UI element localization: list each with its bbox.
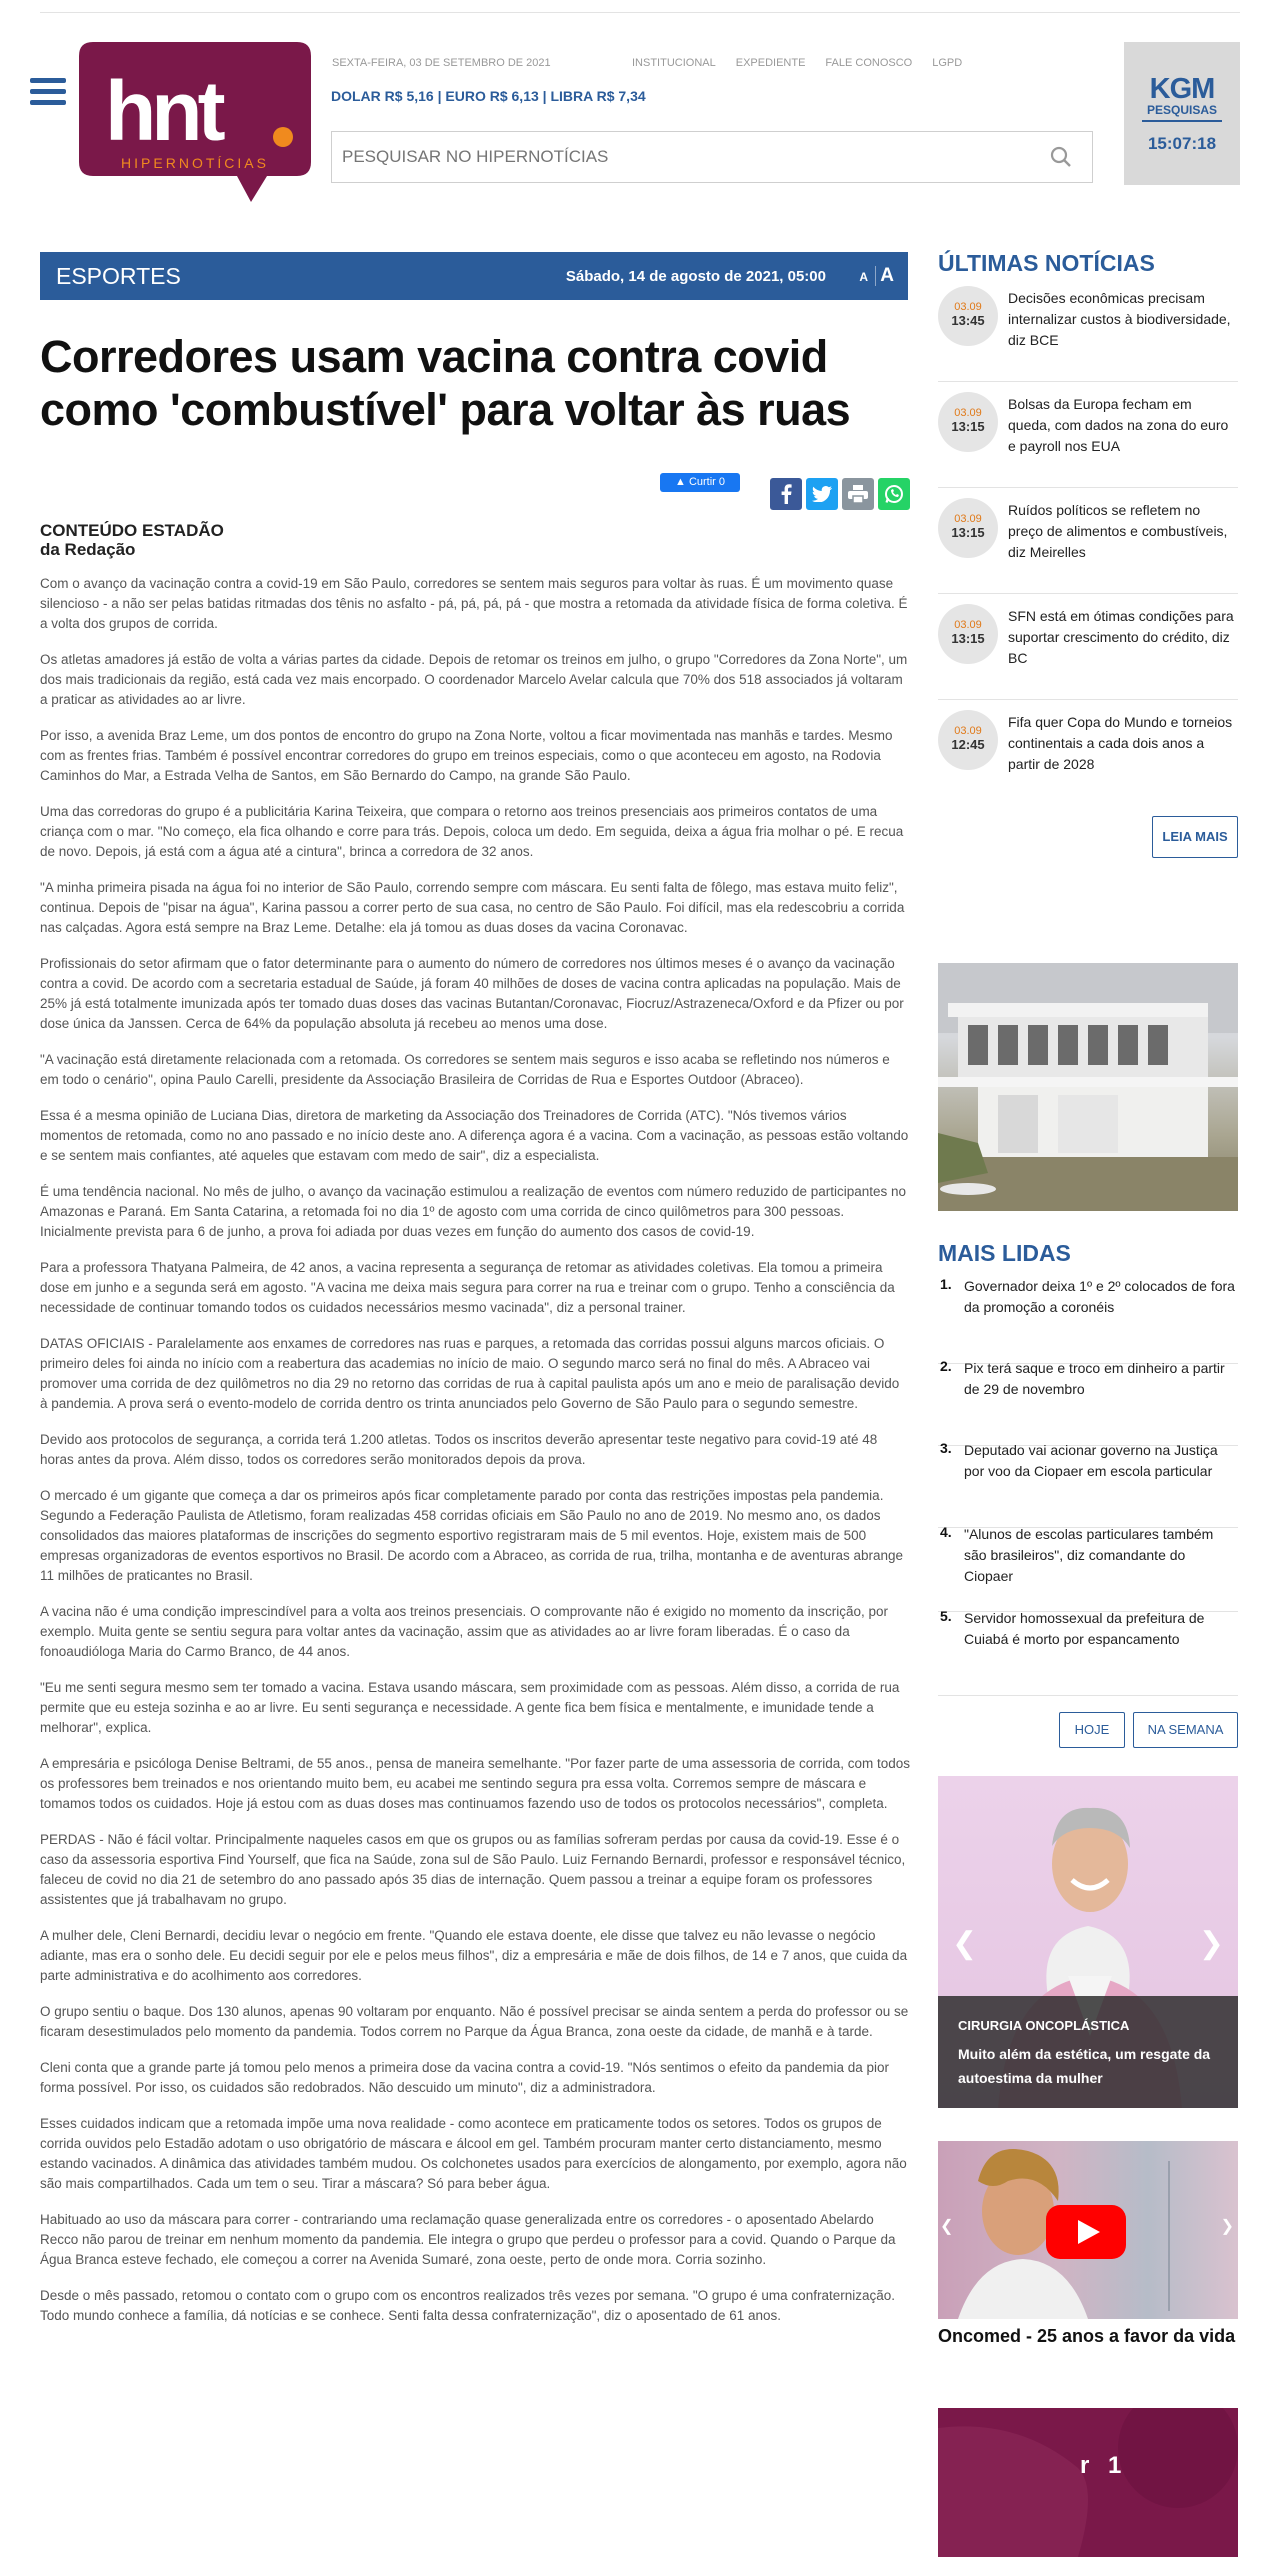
header-date: SEXTA-FEIRA, 03 DE SETEMBRO DE 2021: [332, 57, 551, 69]
news-headline[interactable]: Fifa quer Copa do Mundo e torneios continentais a cada dois anos a partir de 2028: [1008, 714, 1233, 772]
search-icon[interactable]: [1050, 146, 1072, 168]
latest-news-heading: ÚLTIMAS NOTÍCIAS: [938, 250, 1155, 276]
search-box: [331, 131, 1093, 183]
most-read-number: 2.: [940, 1358, 952, 1374]
latest-news-item[interactable]: [938, 700, 1238, 806]
font-increase-button[interactable]: A: [880, 265, 894, 286]
article-author: [40, 521, 224, 559]
most-read-item[interactable]: [938, 1358, 1238, 1446]
article-paragraph: Devido aos protocolos de segurança, a corrida terá 1.200 atletas. Todos os inscritos deverão apresentar teste negativo para covid-19 até 48 horas antes da prova. Além disso, todos os corredores serão monitorados depois da prova.: [40, 1432, 878, 1467]
ad-caption: [938, 1996, 1238, 2108]
share-whatsapp-icon[interactable]: [878, 478, 910, 510]
most-read-item[interactable]: [938, 1524, 1238, 1612]
font-separator: [875, 266, 876, 286]
header-links: [632, 57, 962, 69]
article-paragraph: Desde o mês passado, retomou o contato com o grupo com os encontros realizados três vezes por semana. "O grupo é uma confraternização. Todo mundo conhece a família, dá notícias e se conhece. Senti falta dessa confraternização", diz o aposentado de 61 anos.: [40, 2288, 895, 2323]
most-read-item[interactable]: [938, 1440, 1238, 1528]
most-read-item[interactable]: [938, 1276, 1238, 1364]
ad-caption-title: CIRURGIA ONCOPLÁSTICA: [958, 2018, 1130, 2033]
most-read-item[interactable]: [938, 1608, 1238, 1696]
like-icon: ▲: [674, 476, 686, 488]
article-paragraph: Por isso, a avenida Braz Leme, um dos pontos de encontro do grupo na Zona Norte, voltou a ficar movimentada nas manhãs e tardes. Mesmo com as frentes frias. Também é possível encontrar corredores do grupo em treinos especiais, como o que aconteceu em agosto, na Rodovia Caminhos do Mar, a Estrada Velha de Santos, em São Bernardo do Campo, na grande São Paulo.: [40, 728, 893, 783]
section-name[interactable]: ESPORTES: [56, 263, 181, 289]
kgm-divider: [1142, 120, 1222, 122]
most-read-number: 1.: [940, 1276, 952, 1292]
latest-news-item[interactable]: [938, 382, 1238, 488]
search-input[interactable]: [332, 132, 1012, 182]
article-paragraph: Os atletas amadores já estão de volta a várias partes da cidade. Depois de retomar os treinos em julho, o grupo "Corredores da Zona Norte", um dos mais tradicionais da região, está cada vez mais encorpado. O coordenador Marcelo Avelar calcula que 70% dos 518 associados já voltaram a praticar as atividades ao ar livre.: [40, 652, 908, 707]
ad-banner-text: r 1: [1080, 2452, 1128, 2479]
read-more-button[interactable]: LEIA MAIS: [1152, 816, 1238, 858]
font-decrease-button[interactable]: A: [859, 270, 868, 284]
article-paragraph: Para a professora Thatyana Palmeira, de 42 anos, a vacina representa a segurança de retomar as atividades coletivas. Ela tomou a primeira dose em junho e a segunda será em agosto. "A vacina me deixa mais segura para correr na rua e treinar com o grupo. Tenho a consciência da necessidade de continuar tomando todos os cuidados necessários mesmo vacinada", diz a personal trainer.: [40, 1260, 895, 1315]
article-paragraph: Uma das corredoras do grupo é a publicitária Karina Teixeira, que compara o retorno aos treinos presenciais aos primeiros contatos de uma criança com o mar. "No começo, ela fica olhando e corre para trás. Depois, coloca um dedo. Em seguida, deixa a água fria molhar o pé. E recua de novo. Depois, já está com a água até a cintura", brinca a corredora de 32 anos.: [40, 804, 904, 859]
most-read-number: 5.: [940, 1608, 952, 1624]
ad-oncoplastic-banner[interactable]: [938, 1776, 1238, 2108]
article-body: [40, 574, 910, 2342]
article-title: Corredores usam vacina contra covid como 'combustível' para voltar às ruas: [40, 331, 851, 435]
link-fale-conosco[interactable]: FALE CONOSCO: [825, 57, 913, 69]
play-icon[interactable]: [1046, 2205, 1126, 2259]
article-paragraph: Esses cuidados indicam que a retomada impõe uma nova realidade - como acontece em praticamente todos os setores. Todos os grupos de corrida ouvidos pelo Estadão adotam o uso obrigatório de máscara e álcool em gel. Também procuram manter certo distanciamento, mesmo estando vacinados. A dinâmica das atividades também mudou. Os colchonetes usados para exercícios de alongamento, por exemplo, agora não são mais compartilhados. Cada um tem o seu. Tirar a máscara? Só para beber água.: [40, 2116, 907, 2191]
news-time-badge: 03.09 13:15: [938, 604, 998, 664]
most-read-number: 4.: [940, 1524, 952, 1540]
article-paragraph: Essa é a mesma opinião de Luciana Dias, diretora de marketing da Associação dos Treinadores de Corrida (ATC). "Nós tivemos vários momentos de retomada, como no ano passado e no início deste ano. A diferença agora é a vacina. Com a vacinação, as pessoas estão voltando e se sentem mais confiantes, até aqueles que estavam com medo de sair", diz a especialista.: [40, 1108, 909, 1163]
video-prev-icon[interactable]: ❮: [940, 2218, 954, 2235]
most-read-headline[interactable]: "Alunos de escolas particulares também são brasileiros", diz comandante do Ciopaer: [964, 1526, 1214, 1584]
news-headline[interactable]: Ruídos políticos se refletem no preço de alimentos e combustíveis, diz Meirelles: [1008, 502, 1228, 560]
tab-today[interactable]: HOJE: [1059, 1712, 1125, 1748]
news-headline[interactable]: Bolsas da Europa fecham em queda, com dados na zona do euro e payroll nos EUA: [1008, 396, 1229, 454]
latest-news-item[interactable]: [938, 488, 1238, 594]
link-institucional[interactable]: INSTITUCIONAL: [632, 57, 716, 69]
article-paragraph: O mercado é um gigante que começa a dar os primeiros após ficar completamente parado por conta das restrições impostas pela pandemia. Segundo a Federação Paulista de Atletismo, foram realizadas 458 corridas oficiais em São Paulo no ano de 2019. No mesmo ano, os dados consolidados das maiores plataformas de inscrições do segmento esportivo registraram mais de 5 mil eventos. Hoje, existem mais de 500 empresas organizadoras de eventos esportivos no Brasil. De acordo com a Abraceo, as corrida de rua, trilha, montanha e de aventuras abrange 11 milhões de praticantes no Brasil.: [40, 1488, 903, 1583]
article-paragraph: "A minha primeira pisada na água foi no interior de São Paulo, correndo sempre com máscara. Eu senti falta de fôlego, mas estava muito feliz", continua. Depois de "pisar na água", Karina passou a correr perto de sua casa, no centro de São Paulo. Foi difícil, mas ela redescobriu a corrida nas calçadas. Agora está sempre na Braz Leme. Detalhe: ela já tomou as duas doses da vacina Coronavac.: [40, 880, 905, 935]
currency-quotes: DOLAR R$ 5,16 | EURO R$ 6,13 | LIBRA R$ 7,34: [331, 88, 646, 104]
logo-text: hnt: [105, 64, 221, 158]
article-paragraph: É uma tendência nacional. No mês de julho, o avanço da vacinação estimulou a realização de eventos com número reduzido de participantes no Amazonas e Paraná. Em Santa Catarina, a retomada foi no dia 1º de agosto com uma corrida de cinco quilômetros para 300 pessoas. Inicialmente prevista para 6 de junho, a prova foi adiada por duas vezes em função do aumento dos casos de covid-19.: [40, 1184, 907, 1239]
article-paragraph: Cleni conta que a grande parte já tomou pelo menos a primeira dose da vacina contra a covid-19. "Nós sentimos o efeito da pandemia da pior forma possível. Por isso, os cuidados são redobrados. Não descuido um minuto", diz a administradora.: [40, 2060, 890, 2095]
article-paragraph: Com o avanço da vacinação contra a covid-19 em São Paulo, corredores se sentem mais seguros para voltar às ruas. É um movimento quase silencioso - a não ser pelas batidas ritmadas dos tênis no asfalto - pá, pá, pá, pá - que mostra a retomada da atividade física de forma coletiva. É a volta dos grupos de corrida.: [40, 576, 908, 631]
author-byline: da Redação: [40, 540, 136, 559]
most-read-headline[interactable]: Servidor homossexual da prefeitura de Cuiabá é morto por espancamento: [964, 1610, 1205, 1647]
news-headline[interactable]: SFN está em ótimas condições para suportar crescimento do crédito, diz BC: [1008, 608, 1234, 666]
article-date: Sábado, 14 de agosto de 2021, 05:00: [565, 268, 826, 285]
section-bar: [40, 252, 908, 300]
sidebar-photo[interactable]: [938, 963, 1238, 1211]
share-twitter-icon[interactable]: [806, 478, 838, 510]
news-headline[interactable]: Decisões econômicas precisam internalizar custos à biodiversidade, diz BCE: [1008, 290, 1231, 348]
article-paragraph: A vacina não é uma condição imprescindível para a volta aos treinos presenciais. O comprovante não é exigido no momento da inscrição, por exemplo. Muita gente se sentiu segura para voltar antes da vacinação, assim que as atividades ao ar livre foram liberadas. É o caso da fonoaudióloga Maria do Carmo Branco, de 44 anos.: [40, 1604, 888, 1659]
article-paragraph: "Eu me senti segura mesmo sem ter tomado a vacina. Estava usando máscara, sem proximidade com as pessoas. Além disso, a corrida de rua permite que eu esteja sozinha e ao ar livre. Eu senti segurança e necessidade. A gente fica bem física e mentalmente, e imunidade tende a melhorar", explica.: [40, 1680, 900, 1735]
video-caption[interactable]: Oncomed - 25 anos a favor da vida: [938, 2326, 1236, 2346]
article-paragraph: A empresária e psicóloga Denise Beltrami, de 55 anos., pensa de maneira semelhante. "Por fazer parte de uma assessoria de corrida, com todos os professores bem treinados e nos orientando muito bem, eu acabei me sentindo segura pra essa volta. Corremos sempre de máscara e tomamos todos os cuidados. Hoje já estou com as duas doses mas continuamos fazendo uso de todos os protocolos necessários", completa.: [40, 1756, 911, 1811]
ad-banner-bottom[interactable]: [938, 2408, 1238, 2557]
like-label: Curtir 0: [688, 476, 725, 488]
link-lgpd[interactable]: LGPD: [932, 57, 963, 69]
print-icon[interactable]: [842, 478, 874, 510]
most-read-number: 3.: [940, 1440, 952, 1456]
video-thumbnail[interactable]: [938, 2141, 1238, 2319]
article-paragraph: Habituado ao uso da máscara para correr - contrariando uma reclamação quase generalizada entre os corredores - o aposentado Abelardo Recco não parou de treinar em nenhum momento da pandemia. Ele integra o grupo que perdeu o professor para a covid. Quando o Parque da Água Branca esteve fechado, ele começou a correr na Avenida Sumaré, zona oeste, perto de onde mora. Corria sozinho.: [40, 2212, 896, 2267]
article-paragraph: O grupo sentiu o baque. Dos 130 alunos, apenas 90 voltaram por enquanto. Não é possível precisar se ainda sentem a perda do professor ou se ficaram desestimulados pelo momento da pandemia. Todos correm no Parque da Água Branca, zona oeste da cidade, de manhã e à tarde.: [40, 2004, 909, 2039]
ad-caption-text: Muito além da estética, um resgate da autoestima da mulher: [958, 2046, 1211, 2086]
kgm-brand: KGM: [1149, 73, 1215, 105]
kgm-sub: PESQUISAS: [1146, 103, 1218, 117]
link-expediente[interactable]: EXPEDIENTE: [735, 57, 806, 69]
article-paragraph: Profissionais do setor afirmam que o fator determinante para o aumento do número de corredores nos últimos meses é o avanço da vacinação contra a covid. De acordo com a secretaria estadual de Saúde, já foram 40 milhões de doses de vacina contra aplicadas na população. Mais de 25% já está totalmente imunizada após ter tomado duas doses das vacinas Butantan/Coronavac, Fiocruz/Astrazeneca/Oxford e da Pfizer ou por dose única da Janssen. Cerca de 64% da população absoluta já recebeu ao menos uma dose.: [40, 956, 904, 1031]
logo-subtitle: HIPERNOTÍCIAS: [121, 155, 269, 171]
kgm-time: 15:07:18: [1147, 134, 1217, 153]
latest-news-item[interactable]: [938, 276, 1238, 382]
site-logo[interactable]: [79, 42, 311, 202]
carousel-prev-icon[interactable]: ❮: [952, 1927, 978, 1960]
most-read-headline[interactable]: Deputado vai acionar governo na Justiça por voo da Ciopaer em escola particular: [964, 1442, 1218, 1479]
latest-news-item[interactable]: [938, 594, 1238, 700]
carousel-next-icon[interactable]: ❯: [1198, 1927, 1224, 1960]
most-read-heading: MAIS LIDAS: [938, 1240, 1071, 1266]
article-paragraph: A mulher dele, Cleni Bernardi, decidiu levar o negócio em frente. "Quando ele estava doente, ele disse que talvez eu não levasse o negócio adiante, mas era o sonho dele. Eu decidi seguir por ele e pelos meus filhos", diz a empresária e mãe de dois filhos, de 14 e 7 anos, que cuida da parte administrativa e do acolhimento aos corredores.: [40, 1928, 908, 1983]
article-paragraph: PERDAS - Não é fácil voltar. Principalmente naqueles casos em que os grupos ou as famílias sofreram perdas por causa da covid-19. Esse é o caso da assessoria esportiva Find Yourself, que fica na Saúde, zona sul de São Paulo. Luiz Fernando Bernardi, professor e responsável técnico, faleceu de covid no dia 21 de setembro do ano passado após 35 dias de internação. Quem passou a treinar a equipe foram os professores assistentes que já trabalhavam no grupo.: [40, 1832, 906, 1907]
kgm-widget[interactable]: [1124, 42, 1240, 185]
top-divider: [40, 12, 1240, 13]
news-time-badge: 03.09 13:45: [938, 286, 998, 346]
most-read-headline[interactable]: Pix terá saque e troco em dinheiro a partir de 29 de novembro: [964, 1360, 1225, 1397]
video-next-icon[interactable]: ❯: [1220, 2218, 1234, 2235]
news-time-badge: 03.09 13:15: [938, 498, 998, 558]
author-source: CONTEÚDO ESTADÃO: [40, 521, 224, 540]
news-time-badge: 03.09 13:15: [938, 392, 998, 452]
facebook-like-button[interactable]: [660, 473, 740, 492]
menu-icon[interactable]: [30, 78, 66, 110]
share-facebook-icon[interactable]: [770, 478, 802, 510]
most-read-headline[interactable]: Governador deixa 1º e 2º colocados de fora da promoção a coronéis: [964, 1278, 1235, 1315]
article-paragraph: "A vacinação está diretamente relacionada com a retomada. Os corredores se sentem mais seguros e isso acaba se refletindo nos números e em todo o cenário", opina Paulo Carelli, presidente da Associação Brasileira de Corridas de Rua e Esportes Outdoor (Abraceo).: [40, 1052, 890, 1087]
tab-week[interactable]: NA SEMANA: [1133, 1712, 1238, 1748]
news-time-badge: 03.09 12:45: [938, 710, 998, 770]
article-paragraph: DATAS OFICIAIS - Paralelamente aos enxames de corredores nas ruas e parques, a retomada das corridas possui alguns marcos oficiais. O primeiro deles foi ainda no início com a reabertura das academias no início de maio. O segundo marco será no final do mês. A Abraceo vai promover uma corrida de dez quilômetros no dia 29 no retorno das corridas de rua à capital paulista após um ano e meio de paralisação devido à pandemia. A prova será o evento-modelo de corrida dentro os trinta anunciados pelo Governo de São Paulo para o segundo semestre.: [40, 1336, 900, 1411]
